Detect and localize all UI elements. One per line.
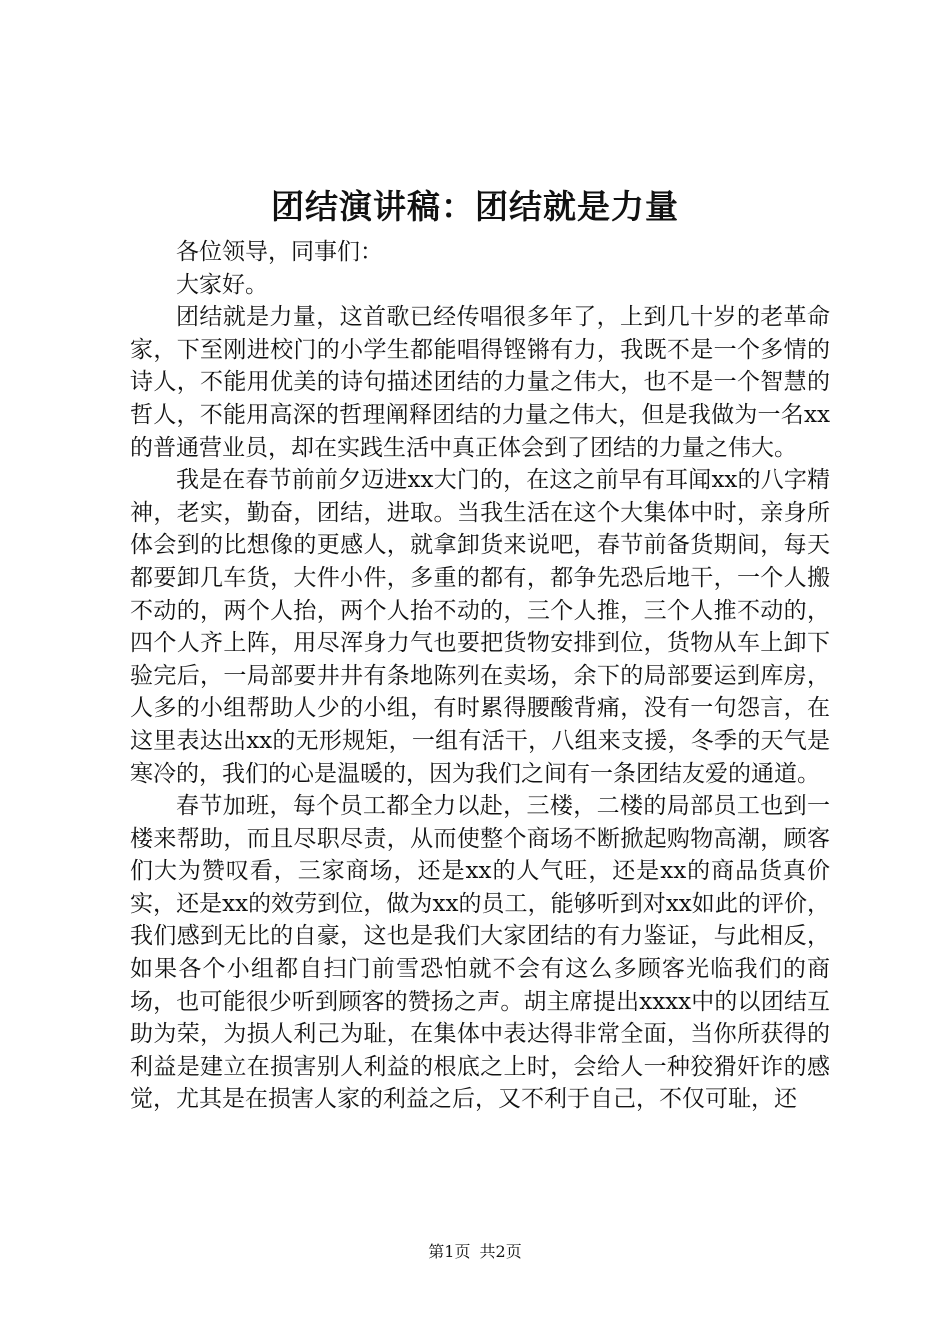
page-number: 第1页: [428, 1242, 471, 1261]
document-title: 团结演讲稿：团结就是力量: [271, 187, 679, 226]
page-footer: [0, 1240, 950, 1264]
page-total: 共2页: [479, 1242, 522, 1261]
body-paragraph: 春节加班，每个员工都全力以赴，三楼，二楼的局部员工也到一楼来帮助，而且尽职尽责，从而使整个商场不断掀起购物高潮，顾客们大为赞叹看，三家商场，还是xx的人气旺，还是xx的商品货真价实，还是xx的效劳到位，做为xx的员工，能够听到对xx如此的评价，我们感到无比的自豪，这也是我们大家团结的有力鉴证，与此相反，如果各个小组都自扫门前雪恐怕就不会有这么多顾客光临我们的商场，也可能很少听到顾客的赞扬之声。胡主席提出xxxx中的以团结互助为荣，为损人利己为耻，在集体中表达得非常全面，当你所获得的利益是建立在损害别人利益的根底之上时，会给人一种狡猾奸诈的感觉，尤其是在损害人家的利益之后，又不利于自己，不仅可耻，还: [130, 793, 830, 1113]
salutation: 各位领导，同事们：: [176, 239, 383, 265]
body-paragraph: 我是在春节前前夕迈进xx大门的，在这之前早有耳闻xx的八字精神，老实，勤奋，团结，进取。当我生活在这个大集体中时，亲身所体会到的比想像的更感人，就拿卸货来说吧，春节前备货期间，每天都要卸几车货，大件小件，多重的都有，都争先恐后地干，一个人搬不动的，两个人抬，两个人抬不动的，三个人推，三个人推不动的，四个人齐上阵，用尽浑身力气也要把货物安排到位，货物从车上卸下验完后，一局部要井井有条地陈列在卖场，余下的局部要运到库房，人多的小组帮助人少的小组，有时累得腰酸背痛，没有一句怨言，在这里表达出xx的无形规矩，一组有活干，八组来支援，冬季的天气是寒冷的，我们的心是温暖的，因为我们之间有一条团结友爱的通道。: [130, 467, 830, 787]
greeting: 大家好。: [176, 271, 268, 298]
document-body: [130, 236, 830, 1116]
body-paragraph: 团结就是力量，这首歌已经传唱很多年了，上到几十岁的老革命家，下至刚进校门的小学生都能唱得铿锵有力，我既不是一个多情的诗人，不能用优美的诗句描述团结的力量之伟大，也不是一个智慧的哲人，不能用高深的哲理阐释团结的力量之伟大，但是我做为一名xx的普通营业员，却在实践生活中真正体会到了团结的力量之伟大。: [130, 304, 830, 461]
